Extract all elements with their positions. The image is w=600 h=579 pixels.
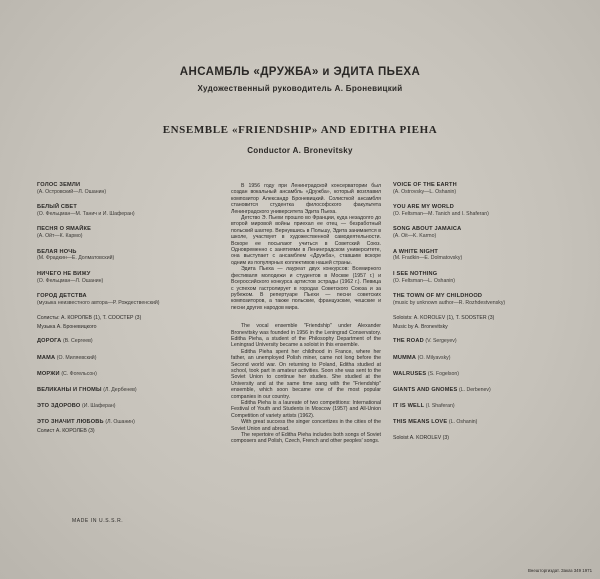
- track-credit: (С. Фогельсон): [61, 370, 97, 377]
- track-item: [37, 371, 207, 378]
- english-tracklist: [393, 182, 573, 444]
- track-item: [37, 182, 207, 196]
- track-credit: (А. Островский—Л. Ошанин): [37, 188, 107, 195]
- track-item: [37, 419, 207, 426]
- track-item: [393, 403, 573, 410]
- track-item: [393, 293, 573, 307]
- track-title: I SEE NOTHING: [393, 270, 438, 277]
- track-item: [393, 204, 573, 218]
- soloists-credit: Soloists: A. KOROLEV (1), T. SOOSTER (3): [393, 315, 495, 322]
- track-credit: (А. Ойт—К. Кармо): [37, 233, 83, 240]
- track-title: ГОЛОС ЗЕМЛИ: [37, 182, 81, 188]
- made-in-label: MADE IN U.S.S.R.: [72, 518, 124, 524]
- track-item: [37, 271, 207, 285]
- track-credit: (V. Sergeyev): [425, 338, 457, 345]
- track-credit: (A. Oit—K. Karmo): [393, 233, 437, 240]
- russian-subtitle: Художественный руководитель А. Броневицкий: [197, 84, 403, 93]
- english-subtitle: Conductor A. Bronevitsky: [247, 146, 353, 155]
- track-title: МОРЖИ: [37, 370, 60, 377]
- track-credit: (Л. Дербенев): [103, 386, 137, 393]
- track-credit: (S. Fogelson): [427, 370, 460, 377]
- russian-tracklist: [37, 182, 207, 436]
- track-credit: (A. Ostrovsky—L. Oshanin): [393, 188, 457, 195]
- track-item: [393, 338, 573, 345]
- track-title: ЭТО ЗДОРОВО: [37, 403, 81, 410]
- notes-en-paragraph: Editha Pieha is a laureate of two competitions: International Festival of Youth and Students in Moscow (1957) and All-Union Competition of variety artists (1962).: [231, 400, 381, 419]
- notes-en-paragraph: The repertoire of Editha Pieha includes both songs of Soviet composers and Polish, Czech, French and other peoples' songs.: [231, 432, 381, 445]
- track-credit: (I. Shaferan): [425, 403, 455, 410]
- printer-imprint: Внешторгиздат. Заказ 349 1971: [528, 568, 593, 573]
- track-title: A WHITE NIGHT: [393, 248, 438, 255]
- track-item: [37, 355, 207, 362]
- notes-ru-paragraph: Детство Э. Пьехи прошло во Франции, куда незадолго до второй мировой войны приехал ее отец — безработный польский шахтер. Вернувшись в Польшу, Эдита занимается в школе, участвует в художественной самодеятельности. Вскоре ее посылают учиться в Советский Союз. Одновременно с занятиями в Ленинградском университете, она выступает с ансамблем «Дружба», ставшим вскоре одним из популярных коллективов нашей страны.: [231, 215, 381, 266]
- soloist-credit: Солист А. КОРОЛЕВ (3): [37, 428, 95, 435]
- notes-en-paragraph: With great success the singer concertizes in the cities of the Soviet Union and abroad.: [231, 419, 381, 432]
- track-title: YOU ARE MY WORLD: [393, 204, 455, 211]
- track-credit: (В. Сергеев): [62, 338, 93, 345]
- track-credit: (О. Миляевский): [56, 354, 97, 361]
- russian-title: АНСАМБЛЬ «ДРУЖБА» и ЭДИТА ПЬЕХА: [179, 66, 421, 78]
- track-credit: (L. Oshanin): [448, 419, 478, 426]
- track-credit: (L. Derbenev): [458, 386, 491, 393]
- track-item: [393, 387, 573, 394]
- track-item: [393, 371, 573, 378]
- soloist-credit: Soloist A. KOROLEV (3): [393, 435, 449, 442]
- soloists-credit: Солисты: А. КОРОЛЕВ (1), Т. СООСТЕР (3): [37, 315, 142, 322]
- track-title: VOICE OF THE EARTH: [393, 182, 457, 188]
- track-item: [37, 226, 207, 240]
- track-title: IT IS WELL: [393, 403, 425, 410]
- track-title: ГОРОД ДЕТСТВА: [37, 292, 87, 299]
- notes-ru-paragraph: Эдита Пьеха — лауреат двух конкурсов: Всемирного фестиваля молодежи и студентов в Москве (1957 г.) и Всероссийского конкурса артистов эстрады (1962 г.). Певица с успехом гастролирует в городах Советского Союза и за рубежом. В репертуаре Пьехи — песни советских композиторов, а также польские, французские, чешские и песни других народов мира.: [231, 266, 381, 311]
- track-item: [393, 271, 573, 285]
- track-title: БЕЛАЯ НОЧЬ: [37, 248, 77, 255]
- track-item: [37, 249, 207, 263]
- track-item: [393, 355, 573, 362]
- track-credit: (О. Фельцман—М. Танич и И. Шаферан): [37, 210, 135, 217]
- track-credit: (О. Фельцман—Л. Ошанин): [37, 277, 104, 284]
- track-item: [37, 293, 207, 307]
- track-title: MUMMA: [393, 354, 417, 361]
- track-title: ПЕСНЯ О ЯМАЙКЕ: [37, 226, 91, 233]
- track-title: БЕЛЫЙ СВЕТ: [37, 204, 77, 211]
- music-by-credit: Music by A. Bronevitsky: [393, 323, 448, 330]
- track-title: МАМА: [37, 354, 56, 361]
- track-title: THE ROAD: [393, 338, 424, 345]
- track-item: [393, 182, 573, 196]
- notes-en-paragraph: Editha Pieha spent her childhood in France, where her father, an unemployed Polish miner, came not long before the Second world war. On returning to Poland, Editha studied at school, took part in amateur activities. Soon she was sent to the Soviet Union to continue her studies. She studied at the University and at the same time sang with the "Friendship" ensemble, which soon became one of the most popular companies in our country.: [231, 348, 381, 400]
- track-item: [393, 226, 573, 240]
- notes-divider: [231, 311, 381, 323]
- track-title: ЭТО ЗНАЧИТ ЛЮБОВЬ: [37, 419, 104, 426]
- track-item: [37, 387, 207, 394]
- track-title: ДОРОГА: [37, 338, 62, 345]
- english-title: ENSEMBLE «FRIENDSHIP» AND EDITHA PIEHA: [162, 124, 438, 136]
- track-credit: (M. Fradkin—E. Dolmatovsky): [393, 255, 463, 262]
- music-by-credit: Музыка А. Броневицкого: [37, 323, 97, 330]
- track-item: [37, 204, 207, 218]
- notes-en-paragraph: The vocal ensemble "Friendship" under Alexander Bronevitsky was founded in 1956 in the Leningrad Conservatory. Editha Pieha, a student of the Philosophy Department of the Leningrad University became a soloist in this ensemble.: [231, 323, 381, 349]
- track-title: THIS MEANS LOVE: [393, 419, 448, 426]
- notes-ru-paragraph: В 1956 году при Ленинградской консерватории был создан вокальный ансамбль «Дружба», который возглавил композитор Александр Броневицкий. Солисткой ансамбля становится студентка философского факультета Ленинградского университета Эдита Пьеха.: [231, 183, 381, 215]
- track-title: GIANTS AND GNOMES: [393, 386, 458, 393]
- liner-notes: [231, 183, 381, 445]
- track-credit: (музыка неизвестного автора—Р. Рождественский): [37, 299, 160, 306]
- track-item: [37, 403, 207, 410]
- track-item: [37, 338, 207, 345]
- track-credit: (music by unknown author—R. Rozhdestvensky): [393, 299, 506, 306]
- track-title: SONG ABOUT JAMAICA: [393, 226, 462, 233]
- track-credit: (И. Шаферан): [82, 403, 116, 410]
- track-credit: (O. Feltsman—M. Tanich and I. Shaferan): [393, 210, 489, 217]
- track-credit: (O. Milyavsky): [417, 354, 451, 361]
- track-item: [393, 249, 573, 263]
- track-title: THE TOWN OF MY CHILDHOOD: [393, 292, 483, 299]
- track-title: WALRUSES: [393, 370, 427, 377]
- track-title: ВЕЛИКАНЫ И ГНОМЫ: [37, 386, 102, 393]
- track-item: [393, 419, 573, 426]
- track-credit: (O. Feltsman—L. Oshanin): [393, 277, 455, 284]
- track-title: НИЧЕГО НЕ ВИЖУ: [37, 270, 91, 277]
- track-credit: (Л. Ошанин): [105, 419, 135, 426]
- track-credit: (М. Фрадкин—Е. Долматовский): [37, 255, 115, 262]
